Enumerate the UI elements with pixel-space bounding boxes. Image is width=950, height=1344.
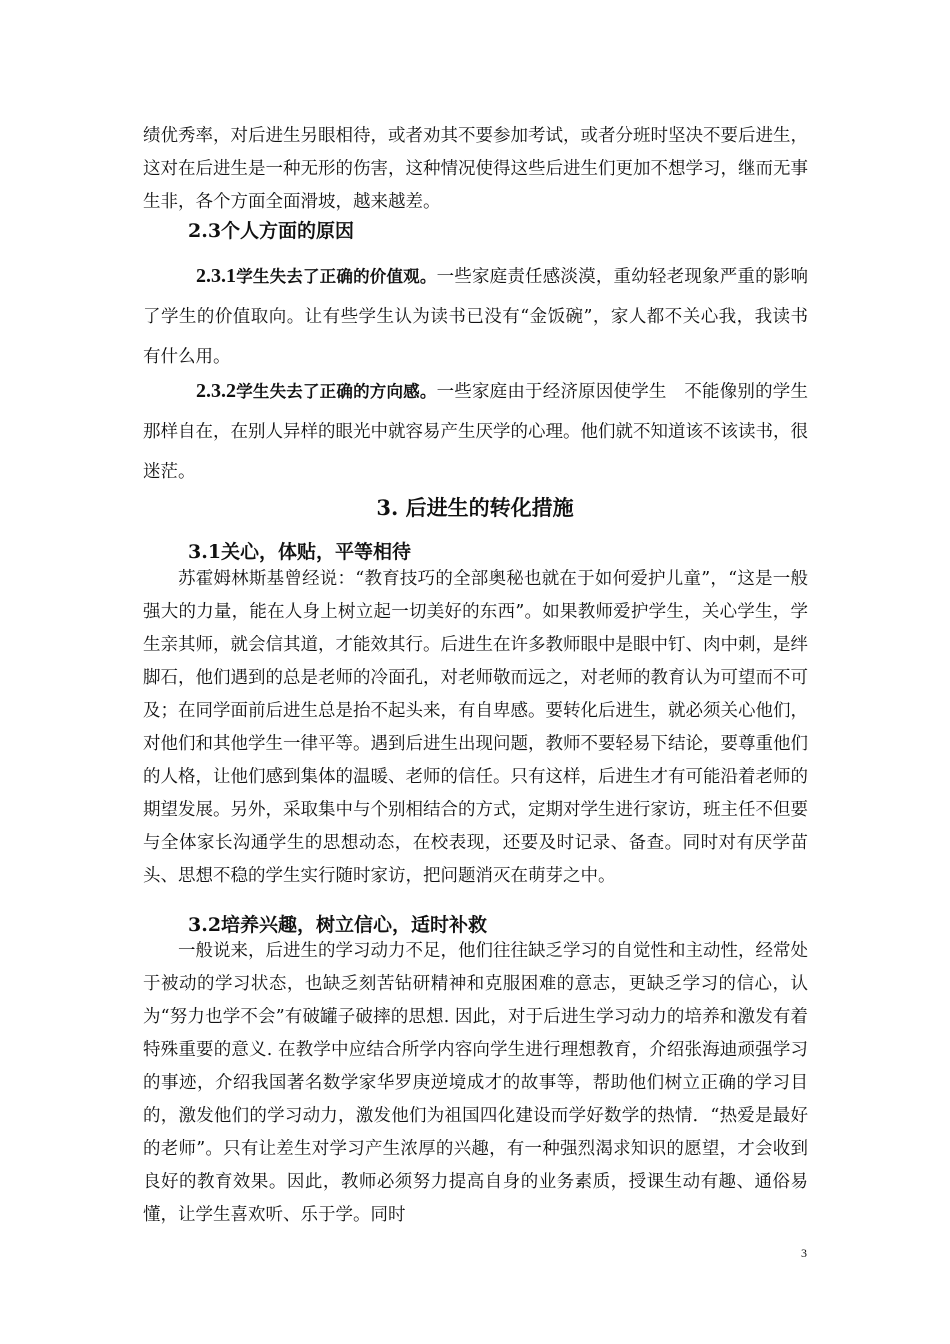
section-title: 学生失去了正确的价值观。 — [236, 267, 437, 286]
section-2-3-1 — [143, 256, 808, 377]
heading-2-3: 2.3个人方面的原因 — [188, 220, 355, 242]
section-2-3-2 — [143, 371, 808, 492]
section-body: 一些家庭由于经济原因使学生 不能像别的学生那样自在，在别人异样的眼光中就容易产生厌学的心理。他们就不知道该不该读书，很迷茫。 — [143, 382, 809, 482]
section-number: 2.3.1 — [196, 265, 236, 287]
heading-3: 3. 后进生的转化措施 — [376, 495, 574, 520]
heading-3-2: 3.2培养兴趣，树立信心，适时补救 — [188, 914, 488, 936]
paragraph-continued: 绩优秀率，对后进生另眼相待，或者劝其不要参加考试，或者分班时坚决不要后进生，这对在后进生是一种无形的伤害，这种情况使得这些后进生们更加不想学习，继而无事生非，各个方面全面滑坡，越来越差。 — [143, 126, 808, 212]
section-body: 一些家庭责任感淡漠，重幼轻老现象严重的影响了学生的价值取向。让有些学生认为读书已没有“金饭碗”，家人都不关心我，我读书有什么用。 — [143, 267, 809, 367]
paragraph-3-1: 苏霍姆林斯基曾经说：“教育技巧的全部奥秘也就在于如何爱护儿童”，“这是一般强大的力量，能在人身上树立起一切美好的东西”。如果教师爱护学生，关心学生，学生亲其师，就会信其道，才能效其行。后进生在许多教师眼中是眼中钉、肉中刺，是绊脚石，他们遇到的总是老师的冷面孔，对老师敬而远之，对老师的教育认为可望而不可及；在同学面前后进生总是抬不起头来，有自卑感。要转化后进生，就必须关心他们，对他们和其他学生一律平等。遇到后进生出现问题，教师不要轻易下结论，要尊重他们的人格，让他们感到集体的温暖、老师的信任。只有这样，后进生才有可能沿着老师的期望发展。另外，采取集中与个别相结合的方式，定期对学生进行家访，班主任不但要与全体家长沟通学生的思想动态，在校表现，还要及时记录、备查。同时对有厌学苗头、思想不稳的学生实行随时家访，把问题消灭在萌芽之中。 — [143, 569, 808, 886]
paragraph-3-2: 一般说来，后进生的学习动力不足，他们往往缺乏学习的自觉性和主动性，经常处于被动的学习状态，也缺乏刻苦钻研精神和克服困难的意志，更缺乏学习的信心，认为“努力也学不会”有破罐子破摔的思想. 因此，对于后进生学习动力的培养和激发有着特殊重要的意义. 在教学中应结合所学内容向学生进行理想教育，介绍张海迪顽强学习的事迹，介绍我国著名数学家华罗庚逆境成才的故事等，帮助他们树立正确的学习目的，激发他们的学习动力，激发他们为祖国四化建设而学好数学的热情．“热爱是最好的老师”。只有让差生对学习产生浓厚的兴趣，有一种强烈渴求知识的愿望，才会收到良好的教育效果。因此，教师必须努力提高自身的业务素质，授课生动有趣、通俗易懂，让学生喜欢听、乐于学。同时 — [143, 941, 808, 1225]
section-title: 学生失去了正确的方向感。 — [236, 382, 437, 401]
section-number: 2.3.2 — [196, 380, 236, 402]
heading-3-1: 3.1关心，体贴，平等相待 — [188, 541, 412, 563]
page-number: 3 — [801, 1246, 807, 1260]
